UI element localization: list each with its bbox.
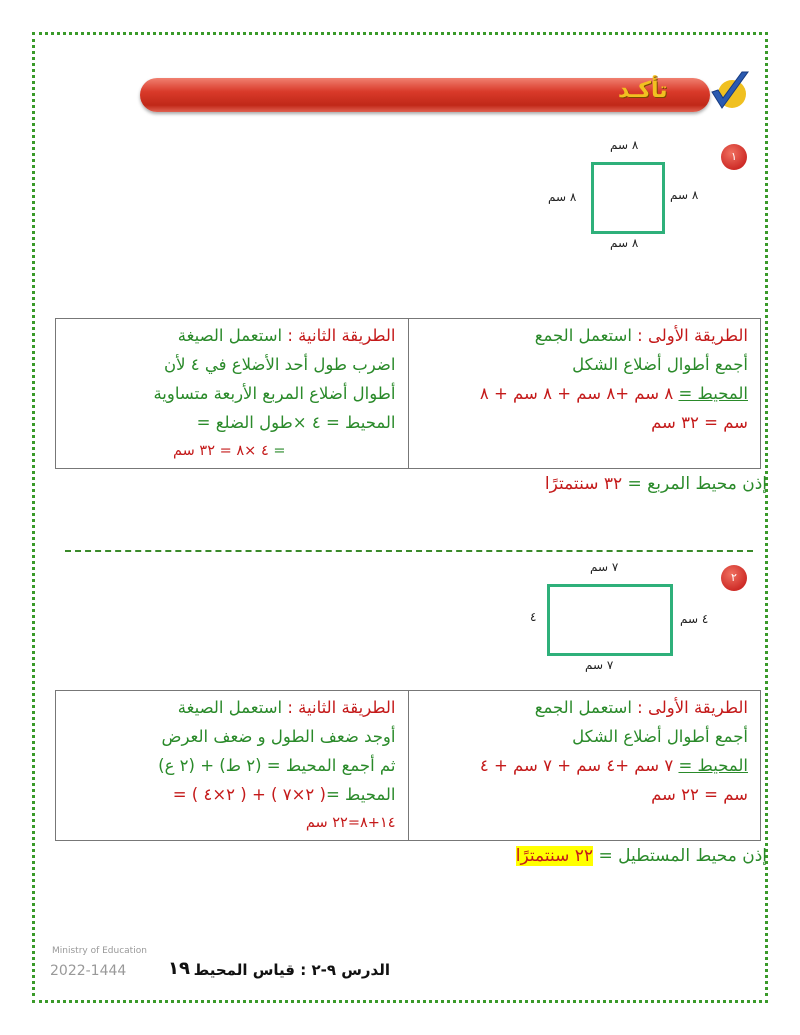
- method-subtitle: استعمل الجمع: [534, 326, 632, 345]
- question-number: ٢: [721, 565, 747, 591]
- summary-2: [55, 843, 767, 869]
- section-title: تأكـد: [618, 78, 668, 103]
- divider: [65, 550, 753, 552]
- label-left: ٨ سم: [548, 190, 577, 204]
- result: ٤ ×٨ = ٣٢ سم: [173, 443, 269, 459]
- lesson-title: الدرس ٩-٢ : قياس المحيط: [193, 961, 390, 979]
- rectangle-figure: [547, 584, 673, 656]
- page-number: ١٩: [168, 958, 190, 979]
- step: المحيط = ٤ ×طول الضلع =: [196, 413, 396, 432]
- step: أطوال أضلاع المربع الأربعة متساوية: [153, 384, 396, 403]
- label-bottom: ٨ سم: [610, 236, 639, 250]
- step-expr: ( ٢×٧ ) + ( ٢×٤ ) =: [172, 785, 326, 804]
- question-number: ١: [721, 144, 747, 170]
- solution-table-2: [55, 690, 761, 841]
- footer: [50, 946, 390, 990]
- equals: =: [273, 443, 286, 459]
- step-label: المحيط =: [678, 384, 748, 403]
- summary-1: [55, 471, 767, 497]
- step-label: المحيط =: [325, 785, 396, 804]
- label-top: ٧ سم: [590, 560, 619, 574]
- label-left: ٤: [530, 610, 537, 624]
- step-expr: ٧ سم +٤ سم + ٧ سم + ٤: [479, 756, 674, 775]
- method-title: الطريقة الأولى :: [637, 326, 748, 345]
- label-right: ٨ سم: [670, 188, 699, 202]
- label-bottom: ٧ سم: [585, 658, 614, 672]
- year-watermark: 2022-1444: [50, 963, 127, 979]
- label-right: ٤ سم: [680, 612, 709, 626]
- step-label: المحيط =: [678, 756, 748, 775]
- summary-value: ٢٢ سنتمترًا: [515, 846, 594, 866]
- step: أجمع أطوال أضلاع الشكل: [572, 727, 748, 746]
- solution-block-2: [55, 690, 767, 869]
- method-2-cell: [56, 319, 409, 468]
- summary-value: ٣٢ سنتمترًا: [544, 474, 623, 494]
- step: ثم أجمع المحيط = (٢ ط) + (٢ ع): [158, 756, 396, 775]
- result: سم = ٣٢ سم: [651, 413, 748, 432]
- solution-table-1: [55, 318, 761, 469]
- summary-label: إذن محيط المربع =: [627, 474, 767, 494]
- summary-label: إذن محيط المستطيل =: [598, 846, 767, 866]
- method-subtitle: استعمل الصيغة: [177, 698, 283, 717]
- method-1-cell: [409, 691, 761, 840]
- step: أجمع أطوال أضلاع الشكل: [572, 355, 748, 374]
- method-subtitle: استعمل الجمع: [534, 698, 632, 717]
- step-expr: ٨ سم +٨ سم + ٨ سم + ٨: [479, 384, 674, 403]
- solution-block-1: [55, 318, 767, 497]
- square-figure: [591, 162, 665, 234]
- checkmark-icon: [708, 68, 752, 112]
- result: ١٤+٨=٢٢ سم: [305, 815, 396, 831]
- method-2-cell: [56, 691, 409, 840]
- label-top: ٨ سم: [610, 138, 639, 152]
- method-1-cell: [409, 319, 761, 468]
- step: اضرب طول أحد الأضلاع في ٤ لأن: [163, 355, 396, 374]
- result: سم = ٢٢ سم: [651, 785, 748, 804]
- step: أوجد ضعف الطول و ضعف العرض: [161, 727, 396, 746]
- ministry-watermark: Ministry of Education: [52, 946, 147, 956]
- method-title: الطريقة الثانية :: [287, 326, 396, 345]
- method-subtitle: استعمل الصيغة: [177, 326, 283, 345]
- method-title: الطريقة الثانية :: [287, 698, 396, 717]
- method-title: الطريقة الأولى :: [637, 698, 748, 717]
